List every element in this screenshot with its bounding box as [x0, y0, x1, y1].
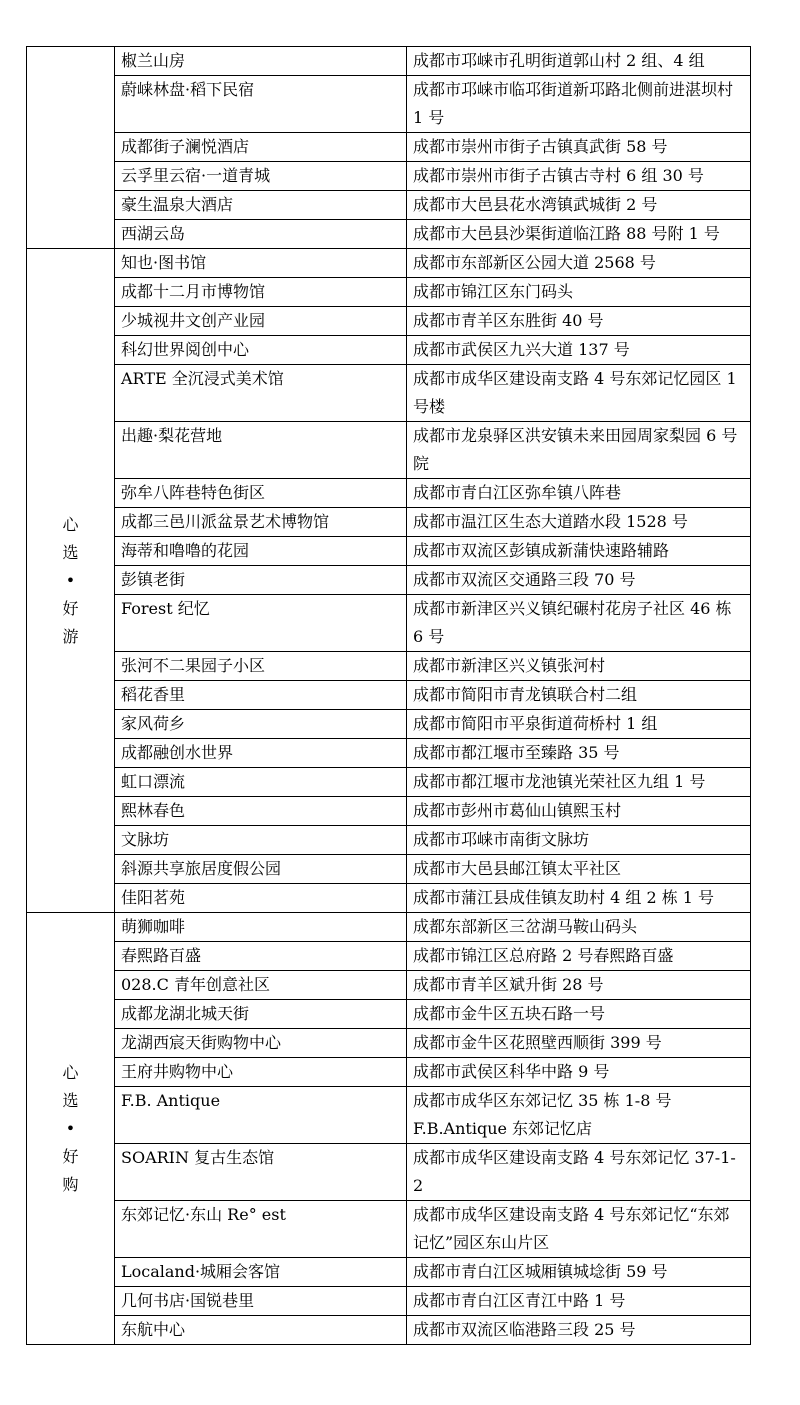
venue-name: 成都街子澜悦酒店 — [115, 133, 407, 162]
table-row — [27, 1258, 751, 1287]
venue-address: 成都市都江堰市龙池镇光荣社区九组 1 号 — [407, 768, 751, 797]
venue-name: 东郊记忆·东山 Re° est — [115, 1201, 407, 1258]
venue-name: 佳阳茗苑 — [115, 884, 407, 913]
venue-name: 家风荷乡 — [115, 710, 407, 739]
venue-name: 科幻世界阅创中心 — [115, 336, 407, 365]
table-row — [27, 826, 751, 855]
venue-address: 成都市邛崃市孔明街道郭山村 2 组、4 组 — [407, 47, 751, 76]
category-char: 购 — [62, 1174, 79, 1194]
venue-address: 成都市双流区临港路三段 25 号 — [407, 1316, 751, 1345]
category-char: • — [65, 570, 76, 590]
venue-address: 成都市彭州市葛仙山镇熙玉村 — [407, 797, 751, 826]
table-row — [27, 710, 751, 739]
category-cell — [27, 913, 115, 1345]
table-row — [27, 1087, 751, 1144]
venue-address: 成都市成华区建设南支路 4 号东郊记忆 37-1-2 — [407, 1144, 751, 1201]
table-row — [27, 249, 751, 278]
table-row — [27, 739, 751, 768]
venue-address: 成都市双流区交通路三段 70 号 — [407, 566, 751, 595]
table-row — [27, 422, 751, 479]
table-row — [27, 768, 751, 797]
venue-name: 豪生温泉大酒店 — [115, 191, 407, 220]
venue-address: 成都市青羊区东胜街 40 号 — [407, 307, 751, 336]
category-cell — [27, 249, 115, 913]
venue-name: 海蒂和噜噜的花园 — [115, 537, 407, 566]
table-row — [27, 365, 751, 422]
venue-name: 云孚里云宿·一道青城 — [115, 162, 407, 191]
venue-name: 成都融创水世界 — [115, 739, 407, 768]
table-row — [27, 566, 751, 595]
table-row — [27, 913, 751, 942]
venue-address: 成都市青白江区弥牟镇八阵巷 — [407, 479, 751, 508]
category-char: • — [65, 1118, 76, 1138]
venue-name: 萌狮咖啡 — [115, 913, 407, 942]
category-char: 心 — [62, 1062, 79, 1082]
table-row — [27, 595, 751, 652]
venue-address: 成都市温江区生态大道踏水段 1528 号 — [407, 508, 751, 537]
venue-address: 成都市崇州市街子古镇真武街 58 号 — [407, 133, 751, 162]
venue-address: 成都市武侯区科华中路 9 号 — [407, 1058, 751, 1087]
table-row — [27, 681, 751, 710]
venue-name: 西湖云岛 — [115, 220, 407, 249]
table-row — [27, 162, 751, 191]
venue-address: 成都市邛崃市南街文脉坊 — [407, 826, 751, 855]
table-row — [27, 1029, 751, 1058]
venue-name: 几何书店·国锐巷里 — [115, 1287, 407, 1316]
category-char: 好 — [62, 598, 79, 618]
venue-name: SOARIN 复古生态馆 — [115, 1144, 407, 1201]
table-row — [27, 1316, 751, 1345]
venue-address: 成都市成华区建设南支路 4 号东郊记忆“东郊记忆”园区东山片区 — [407, 1201, 751, 1258]
venue-name: 王府井购物中心 — [115, 1058, 407, 1087]
table-row — [27, 133, 751, 162]
table-row — [27, 652, 751, 681]
venue-address: 成都市青白江区城厢镇城埝街 59 号 — [407, 1258, 751, 1287]
category-cell — [27, 47, 115, 249]
venue-name: 出趣·梨花营地 — [115, 422, 407, 479]
venue-address: 成都市青羊区斌升街 28 号 — [407, 971, 751, 1000]
table-row — [27, 1000, 751, 1029]
venue-address: 成都市都江堰市至臻路 35 号 — [407, 739, 751, 768]
venue-name: 稻花香里 — [115, 681, 407, 710]
venue-address: 成都市崇州市街子古镇古寺村 6 组 30 号 — [407, 162, 751, 191]
venue-address: 成都市双流区彭镇成新蒲快速路辅路 — [407, 537, 751, 566]
venue-address: 成都市成华区建设南支路 4 号东郊记忆园区 1 号楼 — [407, 365, 751, 422]
venue-address: 成都市新津区兴义镇纪碾村花房子社区 46 栋 6 号 — [407, 595, 751, 652]
table-row — [27, 855, 751, 884]
venue-address: 成都市武侯区九兴大道 137 号 — [407, 336, 751, 365]
venue-name: 028.C 青年创意社区 — [115, 971, 407, 1000]
table-row — [27, 537, 751, 566]
venue-name: F.B. Antique — [115, 1087, 407, 1144]
venue-name: 知也·图书馆 — [115, 249, 407, 278]
table-row — [27, 884, 751, 913]
table-row — [27, 1201, 751, 1258]
venue-name: 椒兰山房 — [115, 47, 407, 76]
venue-name: 斜源共享旅居度假公园 — [115, 855, 407, 884]
venue-address: 成都市东部新区公园大道 2568 号 — [407, 249, 751, 278]
category-char: 选 — [62, 1090, 79, 1110]
venue-name: 张河不二果园子小区 — [115, 652, 407, 681]
venue-address: 成都市锦江区总府路 2 号春熙路百盛 — [407, 942, 751, 971]
venue-address: 成都市简阳市青龙镇联合村二组 — [407, 681, 751, 710]
table-row — [27, 1287, 751, 1316]
table-row — [27, 971, 751, 1000]
table-row — [27, 942, 751, 971]
venue-name: Localand·城厢会客馆 — [115, 1258, 407, 1287]
table-row — [27, 797, 751, 826]
venue-name: 蔚崃林盘·稻下民宿 — [115, 76, 407, 133]
venue-address: 成都市锦江区东门码头 — [407, 278, 751, 307]
venue-name: 虹口漂流 — [115, 768, 407, 797]
venue-name: 彭镇老街 — [115, 566, 407, 595]
venue-address: 成都市成华区东郊记忆 35 栋 1-8 号 F.B.Antique 东郊记忆店 — [407, 1087, 751, 1144]
venue-address: 成都市龙泉驿区洪安镇未来田园周家梨园 6 号院 — [407, 422, 751, 479]
table-row — [27, 47, 751, 76]
venue-address: 成都市蒲江县成佳镇友助村 4 组 2 栋 1 号 — [407, 884, 751, 913]
venue-name: 弥牟八阵巷特色街区 — [115, 479, 407, 508]
table-row — [27, 508, 751, 537]
venue-address: 成都市青白江区青江中路 1 号 — [407, 1287, 751, 1316]
venue-name: ARTE 全沉浸式美术馆 — [115, 365, 407, 422]
venue-name: 春熙路百盛 — [115, 942, 407, 971]
venue-name: 少城视井文创产业园 — [115, 307, 407, 336]
venue-address: 成都市邛崃市临邛街道新邛路北侧前进湛坝村 1 号 — [407, 76, 751, 133]
table-row — [27, 1144, 751, 1201]
venue-name: 成都龙湖北城天街 — [115, 1000, 407, 1029]
venue-name: 熙林春色 — [115, 797, 407, 826]
venue-name: 文脉坊 — [115, 826, 407, 855]
table-row — [27, 307, 751, 336]
table-row — [27, 191, 751, 220]
table-row — [27, 479, 751, 508]
table-row — [27, 76, 751, 133]
venue-name: 成都十二月市博物馆 — [115, 278, 407, 307]
venue-name: 东航中心 — [115, 1316, 407, 1345]
venue-address: 成都市简阳市平泉街道荷桥村 1 组 — [407, 710, 751, 739]
category-char: 游 — [62, 626, 79, 646]
category-char: 心 — [62, 514, 79, 534]
venue-address: 成都市新津区兴义镇张河村 — [407, 652, 751, 681]
venue-address: 成都市金牛区五块石路一号 — [407, 1000, 751, 1029]
venue-address: 成都市金牛区花照壁西顺街 399 号 — [407, 1029, 751, 1058]
venue-address: 成都市大邑县花水湾镇武城街 2 号 — [407, 191, 751, 220]
venue-name: 成都三邑川派盆景艺术博物馆 — [115, 508, 407, 537]
venue-address: 成都东部新区三岔湖马鞍山码头 — [407, 913, 751, 942]
table-row — [27, 220, 751, 249]
venue-address: 成都市大邑县邮江镇太平社区 — [407, 855, 751, 884]
venue-table — [26, 46, 751, 1345]
table-row — [27, 336, 751, 365]
table-row — [27, 278, 751, 307]
category-char: 好 — [62, 1146, 79, 1166]
venue-name: 龙湖西宸天街购物中心 — [115, 1029, 407, 1058]
table-row — [27, 1058, 751, 1087]
category-char: 选 — [62, 542, 79, 562]
venue-address: 成都市大邑县沙渠街道临江路 88 号附 1 号 — [407, 220, 751, 249]
venue-name: Forest 纪忆 — [115, 595, 407, 652]
